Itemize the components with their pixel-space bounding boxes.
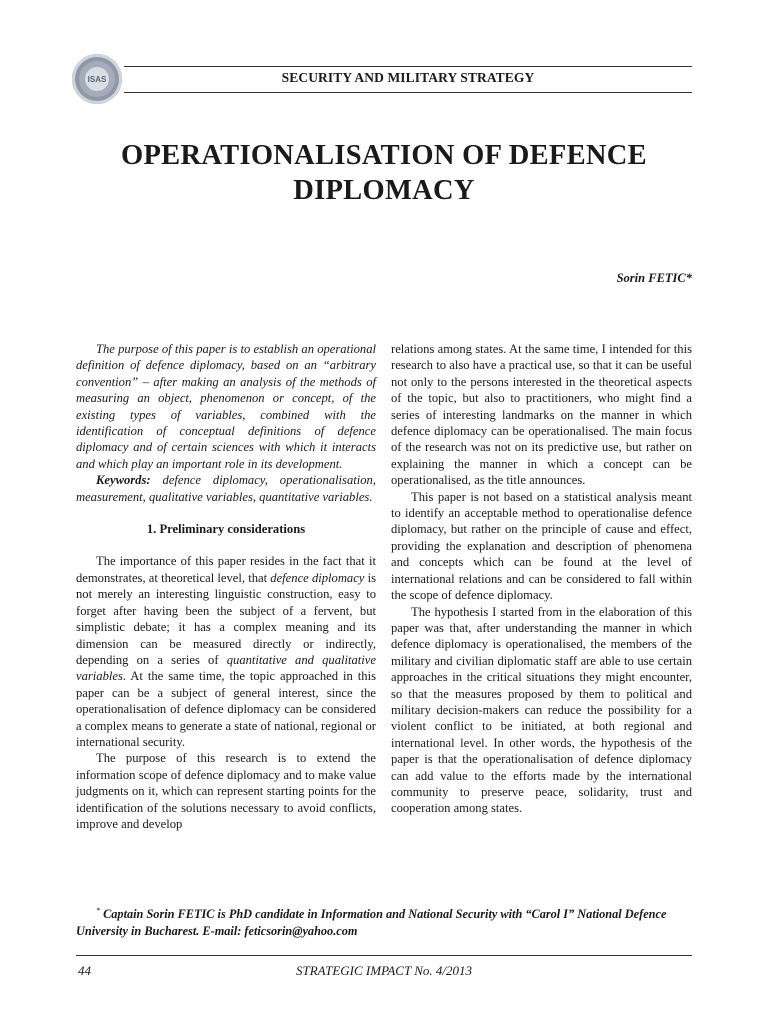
abstract: The purpose of this paper is to establish an operational definition of defence diplomacy, based on an “arbitrary convention” – after making an analysis of the methods of measuring an object, phenomenon or concept, of the existing types of variables, combined with the identification of conceptual definitions of defence diplomacy and of certain sciences with which it interacts and which play an important role in its development.: [76, 342, 376, 471]
footer-rule: [76, 955, 692, 956]
logo-text: ISAS: [85, 67, 109, 91]
right-column: [391, 341, 692, 817]
emphasis: quantitative and qualitative variables: [76, 652, 376, 684]
journal-logo: [72, 54, 122, 104]
article-title: [76, 138, 692, 208]
paragraph: relations among states. At the same time, I intended for this research to also have a practical use, so that it can be useful not only to the persons interested in the theoretical aspects of the topic, but also to practitioners, who might find a series of interesting landmarks on the manner in which defence diplomacy can be operationalised. The main focus of the research was not on its predictive use, but rather on explaining the manner in which a concept can be operationalised, as the title announces.: [391, 342, 692, 488]
footnote-marker: *: [96, 906, 100, 915]
author-name: Sorin FETIC*: [616, 271, 692, 285]
page-number: 44: [78, 963, 91, 978]
left-column: [76, 341, 376, 832]
header-rule-bottom: [124, 92, 692, 93]
journal-name: STRATEGIC IMPACT No. 4/2013: [295, 963, 472, 978]
paragraph: The importance of this paper resides in the fact that it demonstrates, at theoretical level, that defence diplomacy is not merely an interesting linguistic construction, easy to forget after having been the subject of a fervent, but simplistic debate; it has a complex meaning and its dimension can be measured directly or indirectly, depending on a series of quantitative and qualitative variables. At the same time, the topic approached in this paper can be a subject of general interest, since the operationalisation of defence diplomacy can be considered a complex means to generate a state of national, regional or international security.: [76, 554, 376, 749]
paragraph: The hypothesis I started from in the elaboration of this paper was that, after understanding the manner in which defence diplomacy is operationalised, the members of the military and civilian diplomatic staff are able to use certain approaches in the critical situations they might encounter, so that the measures proposed by them to political and military decision-makers can reduce the possibility for a violent conflict to be initiated, at both regional and international level. In other words, the hypothesis of the paper is that the operationalisation of defence diplomacy can add value to the efforts made by the international community to preserve peace, solidarity, trust and cooperation among states.: [391, 604, 692, 816]
footnote: [76, 902, 692, 940]
footnote-text: Captain Sorin FETIC is PhD candidate in Information and National Security with “Carol I” National Defence University in Bucharest. E-mail: feticsorin@yahoo.com: [76, 907, 667, 939]
article-title-line1: OPERATIONALISATION OF DEFENCE: [121, 140, 647, 171]
paragraph: The purpose of this research is to extend the information scope of defence diplomacy and to make value judgments on it, which can represent starting points for the identification of the solutions necessary to avoid conflicts, improve and develop: [76, 751, 376, 831]
article-title-line2: DIPLOMACY: [293, 175, 475, 206]
section-title: SECURITY AND MILITARY STRATEGY: [281, 70, 535, 85]
emphasis: defence diplomacy: [270, 570, 365, 585]
keywords-text: defence diplomacy, operationalisation, measurement, qualitative variables, quantitative variables.: [76, 473, 376, 504]
section-heading: 1. Preliminary considerations: [146, 522, 306, 537]
header-rule-top: [124, 66, 692, 67]
paragraph: This paper is not based on a statistical analysis meant to identify an acceptable method to operationalise defence diplomacy, but rather on the principle of cause and effect, providing the explanation and description of phenomena and concepts which can be found at the level of international relations and can be considered to fall within the scope of defence diplomacy.: [391, 489, 692, 603]
keywords: [76, 472, 376, 505]
keywords-label: Keywords:: [96, 473, 151, 488]
